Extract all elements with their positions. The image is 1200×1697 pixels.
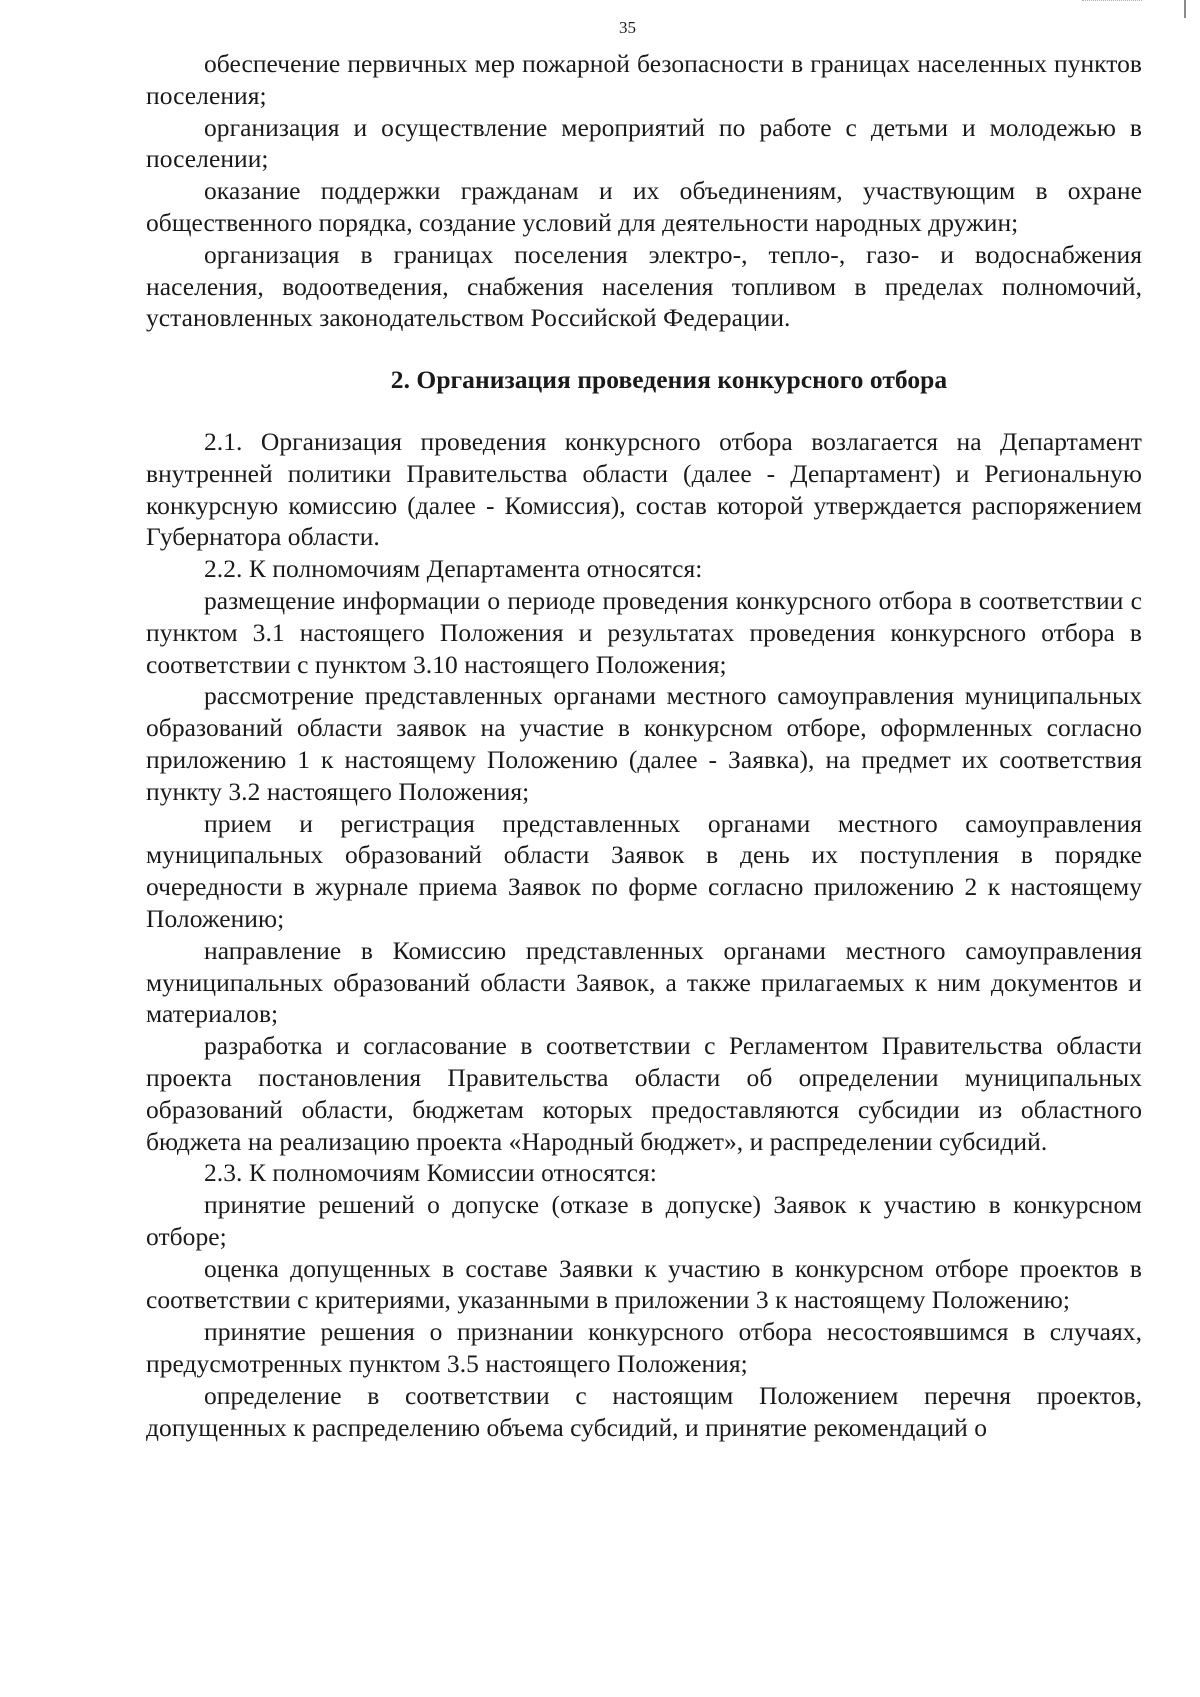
clause-2-2-title: 2.2. К полномочиям Департамента относятся: bbox=[204, 554, 703, 584]
intro-item: организация в границах поселения электро-, тепло-, газо- и водоснабжения населения, водоотведения, снабжения населения топливом в пределах полномочий, установленных законодательством Российской Федерации. bbox=[146, 239, 1142, 333]
clause-2-2-item: размещение информации о периоде проведения конкурсного отбора в соответствии с пунктом 3.1 настоящего Положения и результатах проведения конкурсного отбора в соответствии с пунктом 3.10 настоящего Положения; bbox=[146, 585, 1142, 679]
scan-edge-dots bbox=[1082, 0, 1142, 4]
clause-2-2-item: прием и регистрация представленных органами местного самоуправления муниципальных образований области Заявок в день их поступления в порядке очередности в журнале приема Заявок по форме согласно приложению 2 к настоящему Положению; bbox=[146, 808, 1142, 933]
clause-2-2-item: разработка и согласование в соответствии с Регламентом Правительства области проекта постановления Правительства области об определении муниципальных образований области, бюджетам которых предоставляются субсидии из областного бюджета на реализацию проекта «Народный бюджет», и распределении субсидий. bbox=[146, 1031, 1142, 1156]
intro-item: обеспечение первичных мер пожарной безопасности в границах населенных пунктов поселения; bbox=[146, 49, 1142, 110]
intro-item: организация и осуществление мероприятий по работе с детьми и молодежью в поселении; bbox=[146, 112, 1142, 174]
clause-2-3-title: 2.3. К полномочиям Комиссии относятся: bbox=[204, 1158, 657, 1188]
clause-2-1: 2.1. Организация проведения конкурсного отбора возлагается на Департамент внутренней политики Правительства области (далее - Департамент) и Региональную конкурсную комиссию (далее - Комиссия), состав которой утверждается распоряжением Губернатора области. bbox=[146, 426, 1142, 552]
clause-2-3-item: принятие решения о признании конкурсного отбора несостоявшимся в случаях, предусмотренных пунктом 3.5 настоящего Положения; bbox=[146, 1317, 1142, 1379]
scan-edge-mark bbox=[1184, 0, 1186, 18]
clause-2-3-item: оценка допущенных в составе Заявки к участию в конкурсном отборе проектов в соответствии с критериями, указанными в приложении 3 к настоящему Положению; bbox=[146, 1253, 1142, 1315]
document-body bbox=[146, 48, 1142, 1443]
clause-2-3-item: принятие решений о допуске (отказе в допуске) Заявок к участию в конкурсном отборе; bbox=[146, 1190, 1142, 1251]
clause-2-2-item: рассмотрение представленных органами местного самоуправления муниципальных образований области заявок на участие в конкурсном отборе, оформленных согласно приложению 1 к настоящему Положению (далее - Заявка), на предмет их соответствия пункту 3.2 настоящего Положения; bbox=[146, 681, 1142, 806]
section-heading: 2. Организация проведения конкурсного отбора bbox=[390, 365, 948, 395]
clause-2-2-item: направление в Комиссию представленных органами местного самоуправления муниципальных образований области Заявок, а также прилагаемых к ним документов и материалов; bbox=[146, 935, 1142, 1029]
clause-2-3-item: определение в соответствии с настоящим Положением перечня проектов, допущенных к распределению объема субсидий, и принятие рекомендаций о bbox=[146, 1380, 1142, 1442]
intro-item: оказание поддержки гражданам и их объединениям, участвующим в охране общественного порядка, создание условий для деятельности народных дружин; bbox=[146, 176, 1142, 237]
page-number: 35 bbox=[619, 18, 636, 37]
